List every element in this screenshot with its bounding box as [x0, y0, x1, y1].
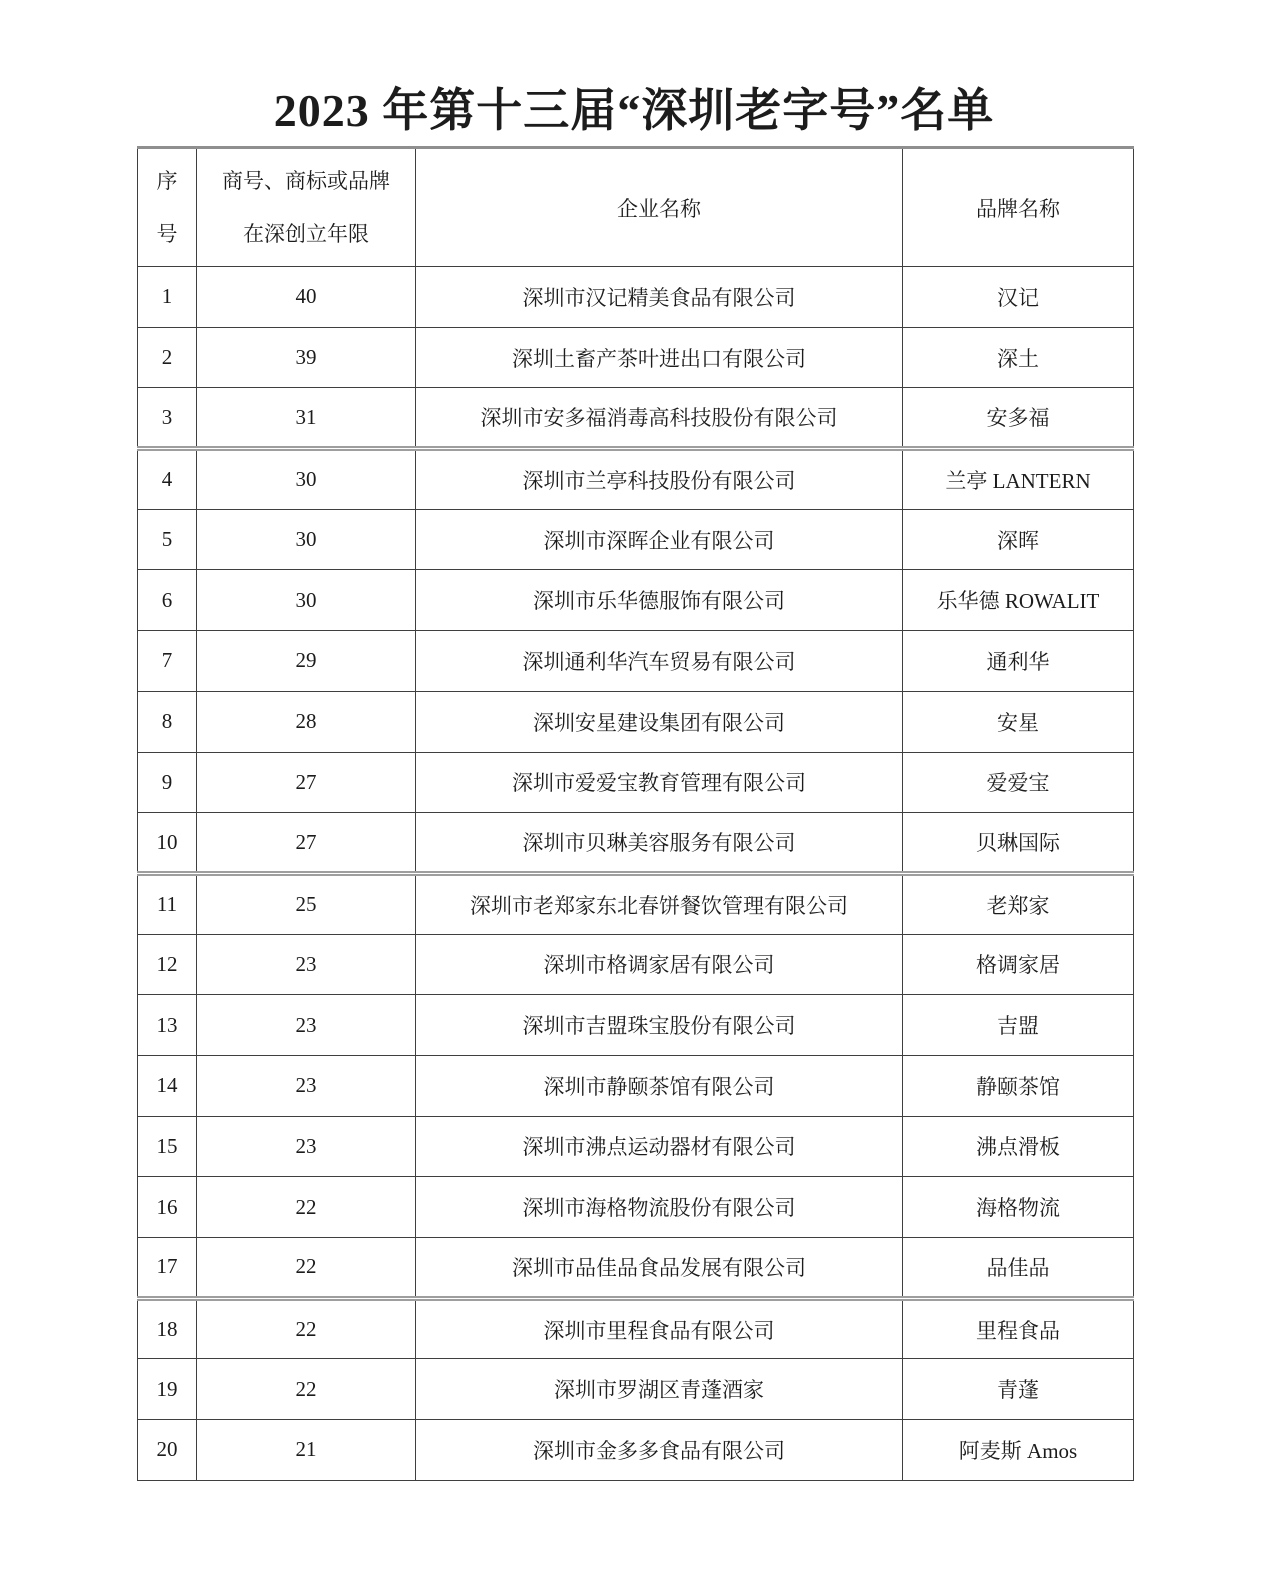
cell-no: 5	[138, 509, 197, 570]
cell-company: 深圳市格调家居有限公司	[416, 934, 903, 995]
table-body	[138, 267, 1134, 1481]
cell-company: 深圳市沸点运动器材有限公司	[416, 1116, 903, 1177]
cell-company: 深圳通利华汽车贸易有限公司	[416, 631, 903, 692]
brands-table	[137, 146, 1134, 1481]
cell-company: 深圳市静颐茶馆有限公司	[416, 1055, 903, 1116]
header-row	[138, 148, 1134, 267]
cell-years: 27	[197, 752, 416, 813]
cell-years: 25	[197, 873, 416, 934]
table-row	[138, 388, 1134, 449]
cell-years: 40	[197, 267, 416, 328]
table-row	[138, 691, 1134, 752]
table-row	[138, 873, 1134, 934]
cell-no: 7	[138, 631, 197, 692]
cell-brand: 品佳品	[903, 1238, 1134, 1299]
cell-brand: 吉盟	[903, 995, 1134, 1056]
cell-years: 22	[197, 1359, 416, 1420]
table-row	[138, 1238, 1134, 1299]
cell-no: 4	[138, 449, 197, 510]
cell-no: 9	[138, 752, 197, 813]
table-row	[138, 1116, 1134, 1177]
cell-no: 2	[138, 327, 197, 388]
col-header-years	[197, 148, 416, 267]
col-header-brand: 品牌名称	[903, 148, 1134, 267]
table-row	[138, 1298, 1134, 1359]
cell-company: 深圳市老郑家东北春饼餐饮管理有限公司	[416, 873, 903, 934]
table-row	[138, 509, 1134, 570]
cell-brand: 格调家居	[903, 934, 1134, 995]
cell-years: 27	[197, 813, 416, 874]
cell-no: 1	[138, 267, 197, 328]
table-row	[138, 631, 1134, 692]
cell-company: 深圳市吉盟珠宝股份有限公司	[416, 995, 903, 1056]
cell-years: 23	[197, 1055, 416, 1116]
cell-brand: 阿麦斯 Amos	[903, 1420, 1134, 1481]
cell-brand: 里程食品	[903, 1298, 1134, 1359]
table-row	[138, 813, 1134, 874]
page-title: 2023 年第十三届“深圳老字号”名单	[273, 85, 995, 136]
cell-years: 21	[197, 1420, 416, 1481]
table-row	[138, 1055, 1134, 1116]
cell-no: 3	[138, 388, 197, 449]
cell-company: 深圳市安多福消毒高科技股份有限公司	[416, 388, 903, 449]
col-header-index	[138, 148, 197, 267]
cell-no: 19	[138, 1359, 197, 1420]
table-header	[138, 148, 1134, 267]
col-header-index-line1: 序	[156, 168, 178, 193]
cell-no: 13	[138, 995, 197, 1056]
cell-company: 深圳市金多多食品有限公司	[416, 1420, 903, 1481]
col-header-index-line2: 号	[156, 221, 178, 246]
cell-years: 22	[197, 1238, 416, 1299]
cell-years: 30	[197, 570, 416, 631]
cell-brand: 汉记	[903, 267, 1134, 328]
cell-company: 深圳市汉记精美食品有限公司	[416, 267, 903, 328]
cell-brand: 静颐茶馆	[903, 1055, 1134, 1116]
table-row	[138, 995, 1134, 1056]
cell-brand: 青蓬	[903, 1359, 1134, 1420]
table-row	[138, 752, 1134, 813]
cell-years: 30	[197, 449, 416, 510]
cell-company: 深圳土畜产茶叶进出口有限公司	[416, 327, 903, 388]
cell-brand: 安多福	[903, 388, 1134, 449]
col-header-years-line2: 在深创立年限	[243, 221, 369, 246]
cell-years: 22	[197, 1298, 416, 1359]
cell-brand: 通利华	[903, 631, 1134, 692]
table-row	[138, 1177, 1134, 1238]
col-header-years-line1: 商号、商标或品牌	[222, 168, 390, 193]
cell-years: 29	[197, 631, 416, 692]
cell-company: 深圳市兰亭科技股份有限公司	[416, 449, 903, 510]
cell-no: 10	[138, 813, 197, 874]
cell-company: 深圳市贝琳美容服务有限公司	[416, 813, 903, 874]
cell-brand: 乐华德 ROWALIT	[903, 570, 1134, 631]
table-row	[138, 267, 1134, 328]
cell-no: 16	[138, 1177, 197, 1238]
cell-company: 深圳市深晖企业有限公司	[416, 509, 903, 570]
cell-company: 深圳市海格物流股份有限公司	[416, 1177, 903, 1238]
cell-no: 11	[138, 873, 197, 934]
cell-brand: 深晖	[903, 509, 1134, 570]
cell-brand: 沸点滑板	[903, 1116, 1134, 1177]
table-row	[138, 1359, 1134, 1420]
cell-company: 深圳市里程食品有限公司	[416, 1298, 903, 1359]
cell-years: 23	[197, 934, 416, 995]
cell-years: 23	[197, 1116, 416, 1177]
cell-company: 深圳安星建设集团有限公司	[416, 691, 903, 752]
cell-brand: 爱爱宝	[903, 752, 1134, 813]
cell-no: 20	[138, 1420, 197, 1481]
table-row	[138, 327, 1134, 388]
table-row	[138, 449, 1134, 510]
cell-company: 深圳市爱爱宝教育管理有限公司	[416, 752, 903, 813]
cell-brand: 兰亭 LANTERN	[903, 449, 1134, 510]
cell-brand: 贝琳国际	[903, 813, 1134, 874]
cell-years: 31	[197, 388, 416, 449]
cell-no: 17	[138, 1238, 197, 1299]
cell-brand: 海格物流	[903, 1177, 1134, 1238]
cell-years: 23	[197, 995, 416, 1056]
col-header-company: 企业名称	[416, 148, 903, 267]
cell-company: 深圳市乐华德服饰有限公司	[416, 570, 903, 631]
table-row	[138, 570, 1134, 631]
cell-years: 22	[197, 1177, 416, 1238]
cell-brand: 老郑家	[903, 873, 1134, 934]
cell-no: 8	[138, 691, 197, 752]
cell-years: 30	[197, 509, 416, 570]
cell-no: 18	[138, 1298, 197, 1359]
cell-company: 深圳市罗湖区青蓬酒家	[416, 1359, 903, 1420]
cell-brand: 深土	[903, 327, 1134, 388]
cell-years: 28	[197, 691, 416, 752]
table-row	[138, 934, 1134, 995]
cell-no: 15	[138, 1116, 197, 1177]
table-row	[138, 1420, 1134, 1481]
cell-brand: 安星	[903, 691, 1134, 752]
cell-years: 39	[197, 327, 416, 388]
cell-no: 14	[138, 1055, 197, 1116]
cell-no: 6	[138, 570, 197, 631]
cell-no: 12	[138, 934, 197, 995]
cell-company: 深圳市品佳品食品发展有限公司	[416, 1238, 903, 1299]
